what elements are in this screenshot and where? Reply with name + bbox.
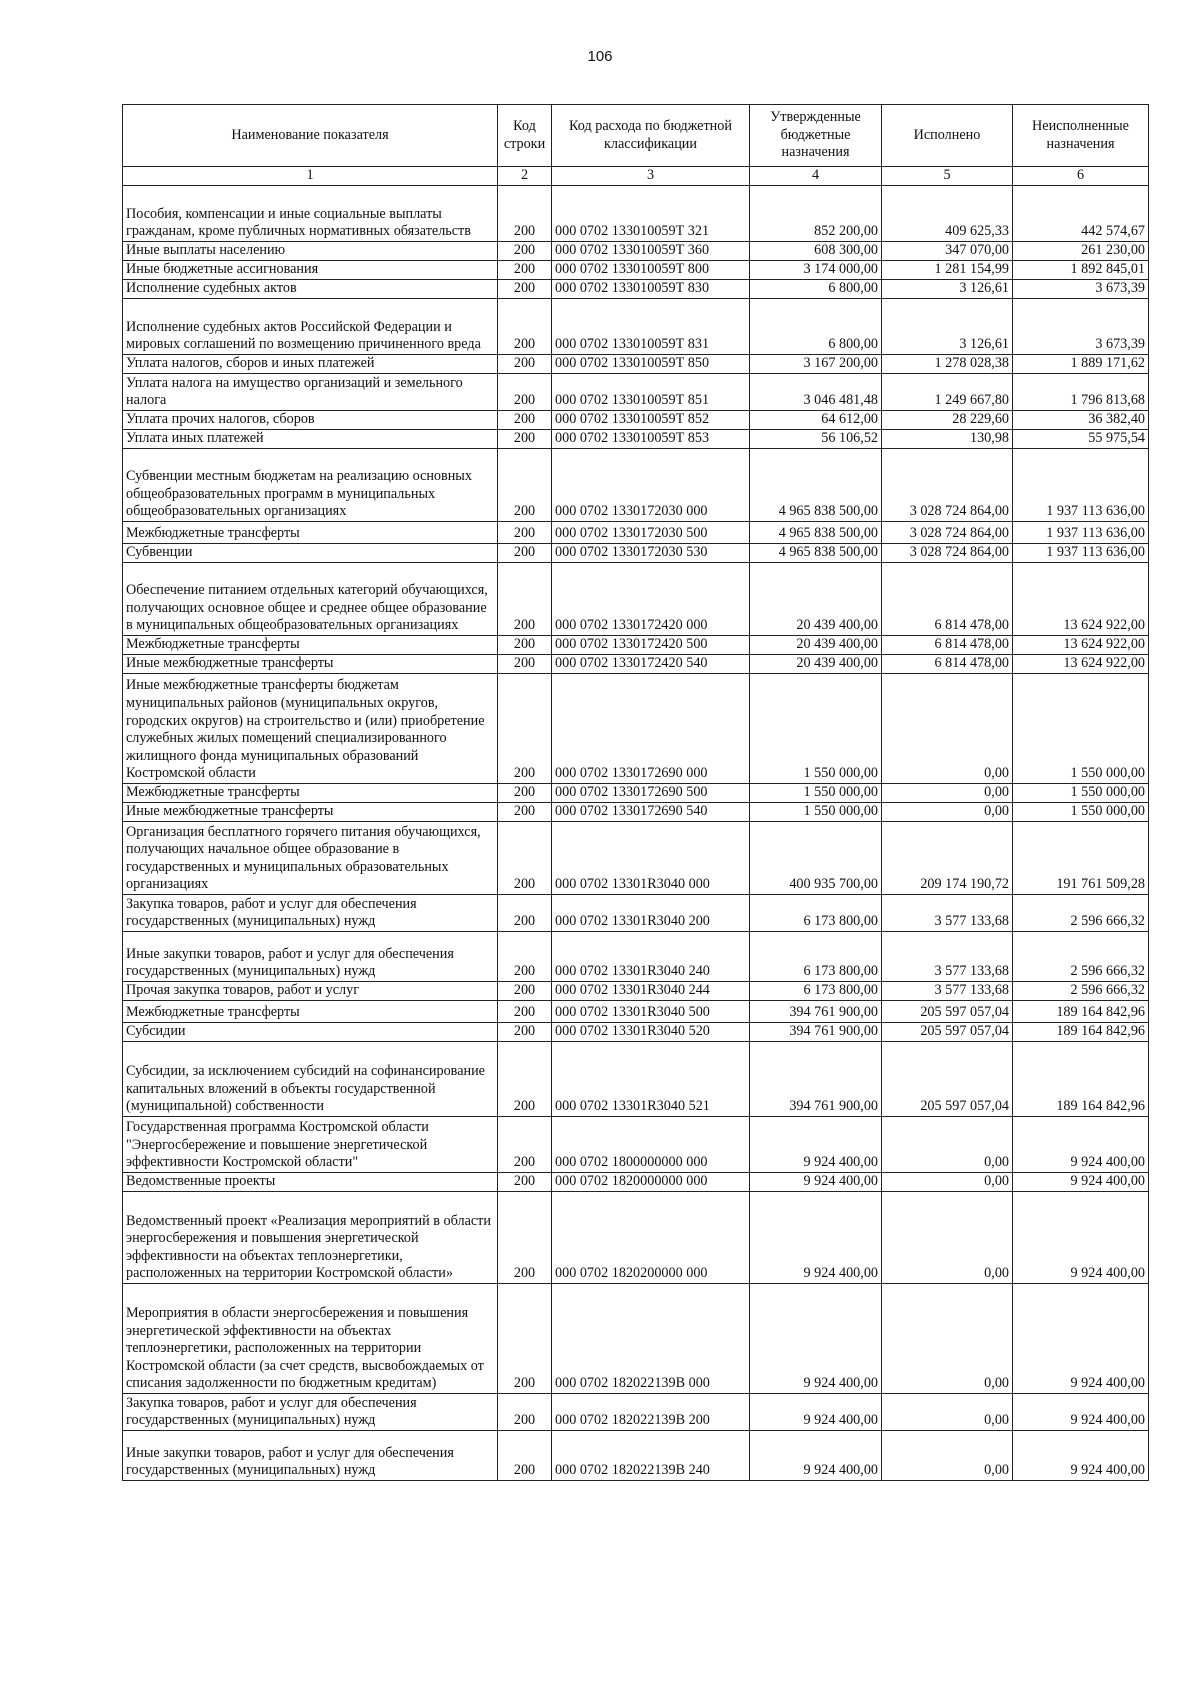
approved-amount-cell: 6 173 800,00	[750, 982, 882, 1001]
executed-amount-cell: 205 597 057,04	[882, 1042, 1013, 1117]
line-code-cell: 200	[498, 1001, 552, 1023]
unexecuted-amount-cell: 442 574,67	[1013, 186, 1149, 242]
approved-amount-cell: 4 965 838 500,00	[750, 544, 882, 563]
indicator-name-cell: Иные закупки товаров, работ и услуг для обеспечения государственных (муниципальных) нужд	[123, 1431, 498, 1481]
unexecuted-amount-cell: 9 924 400,00	[1013, 1394, 1149, 1431]
table-row	[123, 280, 1149, 299]
unexecuted-amount-cell: 9 924 400,00	[1013, 1431, 1149, 1481]
column-number: 2	[498, 167, 552, 186]
indicator-name-cell: Уплата налога на имущество организаций и земельного налога	[123, 374, 498, 411]
table-row	[123, 1192, 1149, 1284]
classification-code-cell: 000 0702 13301R3040 244	[552, 982, 750, 1001]
table-row	[123, 186, 1149, 242]
indicator-name-cell: Уплата прочих налогов, сборов	[123, 411, 498, 430]
indicator-name-cell: Иные выплаты населению	[123, 242, 498, 261]
line-code-cell: 200	[498, 355, 552, 374]
approved-amount-cell: 1 550 000,00	[750, 784, 882, 803]
classification-code-cell: 000 0702 1330172030 500	[552, 522, 750, 544]
table-row	[123, 932, 1149, 982]
table-row	[123, 803, 1149, 822]
column-number: 3	[552, 167, 750, 186]
table-row	[123, 374, 1149, 411]
unexecuted-amount-cell: 3 673,39	[1013, 299, 1149, 355]
table-row	[123, 822, 1149, 895]
classification-code-cell: 000 0702 133010059Т 360	[552, 242, 750, 261]
classification-code-cell: 000 0702 133010059Т 321	[552, 186, 750, 242]
table-row	[123, 563, 1149, 636]
table-row	[123, 1117, 1149, 1173]
indicator-name-cell: Иные межбюджетные трансферты	[123, 803, 498, 822]
unexecuted-amount-cell: 9 924 400,00	[1013, 1192, 1149, 1284]
table-row	[123, 261, 1149, 280]
approved-amount-cell: 20 439 400,00	[750, 655, 882, 674]
executed-amount-cell: 28 229,60	[882, 411, 1013, 430]
unexecuted-amount-cell: 1 550 000,00	[1013, 784, 1149, 803]
approved-amount-cell: 9 924 400,00	[750, 1192, 882, 1284]
indicator-name-cell: Ведомственные проекты	[123, 1173, 498, 1192]
line-code-cell: 200	[498, 1173, 552, 1192]
approved-amount-cell: 9 924 400,00	[750, 1117, 882, 1173]
indicator-name-cell: Пособия, компенсации и иные социальные выплаты гражданам, кроме публичных нормативных обязательств	[123, 186, 498, 242]
classification-code-cell: 000 0702 13301R3040 200	[552, 895, 750, 932]
unexecuted-amount-cell: 13 624 922,00	[1013, 655, 1149, 674]
unexecuted-amount-cell: 1 796 813,68	[1013, 374, 1149, 411]
classification-code-cell: 000 0702 1330172420 000	[552, 563, 750, 636]
table-row	[123, 522, 1149, 544]
approved-amount-cell: 394 761 900,00	[750, 1001, 882, 1023]
executed-amount-cell: 130,98	[882, 430, 1013, 449]
executed-amount-cell: 205 597 057,04	[882, 1023, 1013, 1042]
line-code-cell: 200	[498, 932, 552, 982]
table-row	[123, 544, 1149, 563]
classification-code-cell: 000 0702 133010059Т 830	[552, 280, 750, 299]
column-number: 4	[750, 167, 882, 186]
table-row	[123, 242, 1149, 261]
executed-amount-cell: 409 625,33	[882, 186, 1013, 242]
unexecuted-amount-cell: 9 924 400,00	[1013, 1173, 1149, 1192]
line-code-cell: 200	[498, 803, 552, 822]
approved-amount-cell: 6 173 800,00	[750, 932, 882, 982]
executed-amount-cell: 209 174 190,72	[882, 822, 1013, 895]
line-code-cell: 200	[498, 449, 552, 522]
indicator-name-cell: Межбюджетные трансферты	[123, 636, 498, 655]
indicator-name-cell: Межбюджетные трансферты	[123, 784, 498, 803]
classification-code-cell: 000 0702 133010059Т 831	[552, 299, 750, 355]
line-code-cell: 200	[498, 636, 552, 655]
approved-amount-cell: 1 550 000,00	[750, 674, 882, 784]
indicator-name-cell: Иные межбюджетные трансферты	[123, 655, 498, 674]
executed-amount-cell: 3 028 724 864,00	[882, 522, 1013, 544]
executed-amount-cell: 1 249 667,80	[882, 374, 1013, 411]
classification-code-cell: 000 0702 1330172690 500	[552, 784, 750, 803]
table-row	[123, 355, 1149, 374]
line-code-cell: 200	[498, 299, 552, 355]
table-row	[123, 895, 1149, 932]
indicator-name-cell: Обеспечение питанием отдельных категорий обучающихся, получающих основное общее и среднее общее образование в муниципальных общеобразовательных организациях	[123, 563, 498, 636]
unexecuted-amount-cell: 1 889 171,62	[1013, 355, 1149, 374]
classification-code-cell: 000 0702 1330172030 000	[552, 449, 750, 522]
approved-amount-cell: 394 761 900,00	[750, 1042, 882, 1117]
classification-code-cell: 000 0702 1820000000 000	[552, 1173, 750, 1192]
unexecuted-amount-cell: 189 164 842,96	[1013, 1042, 1149, 1117]
classification-code-cell: 000 0702 133010059Т 853	[552, 430, 750, 449]
header-approved: Утвержденные бюджетные назначения	[750, 105, 882, 167]
indicator-name-cell: Субвенции	[123, 544, 498, 563]
classification-code-cell: 000 0702 1330172420 500	[552, 636, 750, 655]
indicator-name-cell: Иные межбюджетные трансферты бюджетам муниципальных районов (муниципальных округов, городских округов) на строительство и (или) приобретение служебных жилых помещений специализированного жилищного фонда муниципальных образований Костромской области	[123, 674, 498, 784]
indicator-name-cell: Ведомственный проект «Реализация мероприятий в области энергосбережения и повышения энергетической эффективности на объектах теплоэнергетики, расположенных на территории Костромской области»	[123, 1192, 498, 1284]
unexecuted-amount-cell: 191 761 509,28	[1013, 822, 1149, 895]
column-number: 1	[123, 167, 498, 186]
executed-amount-cell: 3 577 133,68	[882, 982, 1013, 1001]
line-code-cell: 200	[498, 430, 552, 449]
line-code-cell: 200	[498, 563, 552, 636]
table-row	[123, 655, 1149, 674]
classification-code-cell: 000 0702 182022139В 240	[552, 1431, 750, 1481]
classification-code-cell: 000 0702 13301R3040 520	[552, 1023, 750, 1042]
approved-amount-cell: 3 046 481,48	[750, 374, 882, 411]
classification-code-cell: 000 0702 13301R3040 240	[552, 932, 750, 982]
unexecuted-amount-cell: 2 596 666,32	[1013, 895, 1149, 932]
classification-code-cell: 000 0702 1330172690 540	[552, 803, 750, 822]
header-indicator-name: Наименование показателя	[123, 105, 498, 167]
classification-code-cell: 000 0702 182022139В 000	[552, 1284, 750, 1394]
executed-amount-cell: 0,00	[882, 1117, 1013, 1173]
column-number: 5	[882, 167, 1013, 186]
approved-amount-cell: 9 924 400,00	[750, 1173, 882, 1192]
line-code-cell: 200	[498, 1192, 552, 1284]
table-row	[123, 449, 1149, 522]
line-code-cell: 200	[498, 784, 552, 803]
approved-amount-cell: 608 300,00	[750, 242, 882, 261]
header-executed: Исполнено	[882, 105, 1013, 167]
table-row	[123, 299, 1149, 355]
classification-code-cell: 000 0702 1330172690 000	[552, 674, 750, 784]
unexecuted-amount-cell: 1 937 113 636,00	[1013, 522, 1149, 544]
executed-amount-cell: 6 814 478,00	[882, 636, 1013, 655]
classification-code-cell: 000 0702 13301R3040 500	[552, 1001, 750, 1023]
indicator-name-cell: Организация бесплатного горячего питания обучающихся, получающих начальное общее образование в государственных и муниципальных образовательных организациях	[123, 822, 498, 895]
approved-amount-cell: 3 167 200,00	[750, 355, 882, 374]
executed-amount-cell: 3 126,61	[882, 280, 1013, 299]
unexecuted-amount-cell: 36 382,40	[1013, 411, 1149, 430]
unexecuted-amount-cell: 2 596 666,32	[1013, 982, 1149, 1001]
classification-code-cell: 000 0702 1330172420 540	[552, 655, 750, 674]
executed-amount-cell: 0,00	[882, 1394, 1013, 1431]
executed-amount-cell: 3 126,61	[882, 299, 1013, 355]
indicator-name-cell: Иные закупки товаров, работ и услуг для обеспечения государственных (муниципальных) нужд	[123, 932, 498, 982]
line-code-cell: 200	[498, 186, 552, 242]
table-row	[123, 1023, 1149, 1042]
executed-amount-cell: 347 070,00	[882, 242, 1013, 261]
table-row	[123, 1001, 1149, 1023]
indicator-name-cell: Прочая закупка товаров, работ и услуг	[123, 982, 498, 1001]
indicator-name-cell: Государственная программа Костромской области "Энергосбережение и повышение энергетической эффективности Костромской области"	[123, 1117, 498, 1173]
classification-code-cell: 000 0702 1820200000 000	[552, 1192, 750, 1284]
line-code-cell: 200	[498, 674, 552, 784]
executed-amount-cell: 0,00	[882, 674, 1013, 784]
table-body	[123, 186, 1149, 1481]
executed-amount-cell: 205 597 057,04	[882, 1001, 1013, 1023]
approved-amount-cell: 20 439 400,00	[750, 636, 882, 655]
approved-amount-cell: 9 924 400,00	[750, 1284, 882, 1394]
executed-amount-cell: 3 577 133,68	[882, 895, 1013, 932]
unexecuted-amount-cell: 189 164 842,96	[1013, 1023, 1149, 1042]
line-code-cell: 200	[498, 895, 552, 932]
approved-amount-cell: 1 550 000,00	[750, 803, 882, 822]
executed-amount-cell: 6 814 478,00	[882, 563, 1013, 636]
unexecuted-amount-cell: 189 164 842,96	[1013, 1001, 1149, 1023]
indicator-name-cell: Исполнение судебных актов Российской Федерации и мировых соглашений по возмещению причиненного вреда	[123, 299, 498, 355]
executed-amount-cell: 3 577 133,68	[882, 932, 1013, 982]
approved-amount-cell: 4 965 838 500,00	[750, 449, 882, 522]
approved-amount-cell: 4 965 838 500,00	[750, 522, 882, 544]
table-row	[123, 1284, 1149, 1394]
unexecuted-amount-cell: 9 924 400,00	[1013, 1117, 1149, 1173]
table-row	[123, 411, 1149, 430]
executed-amount-cell: 0,00	[882, 1284, 1013, 1394]
classification-code-cell: 000 0702 133010059Т 850	[552, 355, 750, 374]
unexecuted-amount-cell: 13 624 922,00	[1013, 563, 1149, 636]
line-code-cell: 200	[498, 655, 552, 674]
approved-amount-cell: 9 924 400,00	[750, 1431, 882, 1481]
table-row	[123, 1431, 1149, 1481]
indicator-name-cell: Межбюджетные трансферты	[123, 522, 498, 544]
budget-execution-table	[122, 104, 1149, 1481]
approved-amount-cell: 64 612,00	[750, 411, 882, 430]
classification-code-cell: 000 0702 133010059Т 851	[552, 374, 750, 411]
approved-amount-cell: 6 800,00	[750, 299, 882, 355]
approved-amount-cell: 852 200,00	[750, 186, 882, 242]
table-row	[123, 674, 1149, 784]
line-code-cell: 200	[498, 1431, 552, 1481]
approved-amount-cell: 3 174 000,00	[750, 261, 882, 280]
table-row	[123, 1394, 1149, 1431]
executed-amount-cell: 0,00	[882, 784, 1013, 803]
classification-code-cell: 000 0702 13301R3040 521	[552, 1042, 750, 1117]
line-code-cell: 200	[498, 242, 552, 261]
line-code-cell: 200	[498, 1394, 552, 1431]
classification-code-cell: 000 0702 182022139В 200	[552, 1394, 750, 1431]
table-row	[123, 1042, 1149, 1117]
unexecuted-amount-cell: 1 550 000,00	[1013, 674, 1149, 784]
classification-code-cell: 000 0702 1800000000 000	[552, 1117, 750, 1173]
table-row	[123, 430, 1149, 449]
line-code-cell: 200	[498, 1284, 552, 1394]
unexecuted-amount-cell: 261 230,00	[1013, 242, 1149, 261]
approved-amount-cell: 6 173 800,00	[750, 895, 882, 932]
classification-code-cell: 000 0702 133010059Т 852	[552, 411, 750, 430]
column-number: 6	[1013, 167, 1149, 186]
approved-amount-cell: 20 439 400,00	[750, 563, 882, 636]
executed-amount-cell: 6 814 478,00	[882, 655, 1013, 674]
unexecuted-amount-cell: 2 596 666,32	[1013, 932, 1149, 982]
unexecuted-amount-cell: 13 624 922,00	[1013, 636, 1149, 655]
indicator-name-cell: Субвенции местным бюджетам на реализацию основных общеобразовательных программ в муниципальных общеобразовательных организациях	[123, 449, 498, 522]
header-budget-classification: Код расхода по бюджетной классификации	[552, 105, 750, 167]
unexecuted-amount-cell: 1 550 000,00	[1013, 803, 1149, 822]
indicator-name-cell: Иные бюджетные ассигнования	[123, 261, 498, 280]
executed-amount-cell: 0,00	[882, 803, 1013, 822]
executed-amount-cell: 0,00	[882, 1173, 1013, 1192]
line-code-cell: 200	[498, 522, 552, 544]
header-row	[123, 105, 1149, 167]
classification-code-cell: 000 0702 133010059Т 800	[552, 261, 750, 280]
indicator-name-cell: Межбюджетные трансферты	[123, 1001, 498, 1023]
indicator-name-cell: Закупка товаров, работ и услуг для обеспечения государственных (муниципальных) нужд	[123, 1394, 498, 1431]
line-code-cell: 200	[498, 544, 552, 563]
indicator-name-cell: Мероприятия в области энергосбережения и повышения энергетической эффективности на объектах теплоэнергетики, расположенных на территории Костромской области (за счет средств, высвобождаемых от списания задолженности по бюджетным кредитам)	[123, 1284, 498, 1394]
approved-amount-cell: 56 106,52	[750, 430, 882, 449]
table-row	[123, 1173, 1149, 1192]
unexecuted-amount-cell: 1 937 113 636,00	[1013, 449, 1149, 522]
indicator-name-cell: Исполнение судебных актов	[123, 280, 498, 299]
line-code-cell: 200	[498, 280, 552, 299]
header-line-code: Код строки	[498, 105, 552, 167]
line-code-cell: 200	[498, 822, 552, 895]
line-code-cell: 200	[498, 1023, 552, 1042]
column-number-row	[123, 167, 1149, 186]
line-code-cell: 200	[498, 1117, 552, 1173]
header-unexecuted: Неисполненные назначения	[1013, 105, 1149, 167]
executed-amount-cell: 1 278 028,38	[882, 355, 1013, 374]
approved-amount-cell: 9 924 400,00	[750, 1394, 882, 1431]
approved-amount-cell: 400 935 700,00	[750, 822, 882, 895]
unexecuted-amount-cell: 9 924 400,00	[1013, 1284, 1149, 1394]
line-code-cell: 200	[498, 374, 552, 411]
line-code-cell: 200	[498, 982, 552, 1001]
executed-amount-cell: 3 028 724 864,00	[882, 544, 1013, 563]
executed-amount-cell: 0,00	[882, 1431, 1013, 1481]
unexecuted-amount-cell: 1 937 113 636,00	[1013, 544, 1149, 563]
unexecuted-amount-cell: 55 975,54	[1013, 430, 1149, 449]
indicator-name-cell: Субсидии	[123, 1023, 498, 1042]
indicator-name-cell: Субсидии, за исключением субсидий на софинансирование капитальных вложений в объекты государственной (муниципальной) собственности	[123, 1042, 498, 1117]
indicator-name-cell: Уплата налогов, сборов и иных платежей	[123, 355, 498, 374]
executed-amount-cell: 3 028 724 864,00	[882, 449, 1013, 522]
executed-amount-cell: 0,00	[882, 1192, 1013, 1284]
approved-amount-cell: 6 800,00	[750, 280, 882, 299]
table-row	[123, 784, 1149, 803]
unexecuted-amount-cell: 1 892 845,01	[1013, 261, 1149, 280]
approved-amount-cell: 394 761 900,00	[750, 1023, 882, 1042]
page-number: 106	[587, 48, 613, 65]
executed-amount-cell: 1 281 154,99	[882, 261, 1013, 280]
classification-code-cell: 000 0702 13301R3040 000	[552, 822, 750, 895]
unexecuted-amount-cell: 3 673,39	[1013, 280, 1149, 299]
classification-code-cell: 000 0702 1330172030 530	[552, 544, 750, 563]
indicator-name-cell: Уплата иных платежей	[123, 430, 498, 449]
line-code-cell: 200	[498, 261, 552, 280]
table-row	[123, 636, 1149, 655]
line-code-cell: 200	[498, 411, 552, 430]
table-row	[123, 982, 1149, 1001]
indicator-name-cell: Закупка товаров, работ и услуг для обеспечения государственных (муниципальных) нужд	[123, 895, 498, 932]
line-code-cell: 200	[498, 1042, 552, 1117]
